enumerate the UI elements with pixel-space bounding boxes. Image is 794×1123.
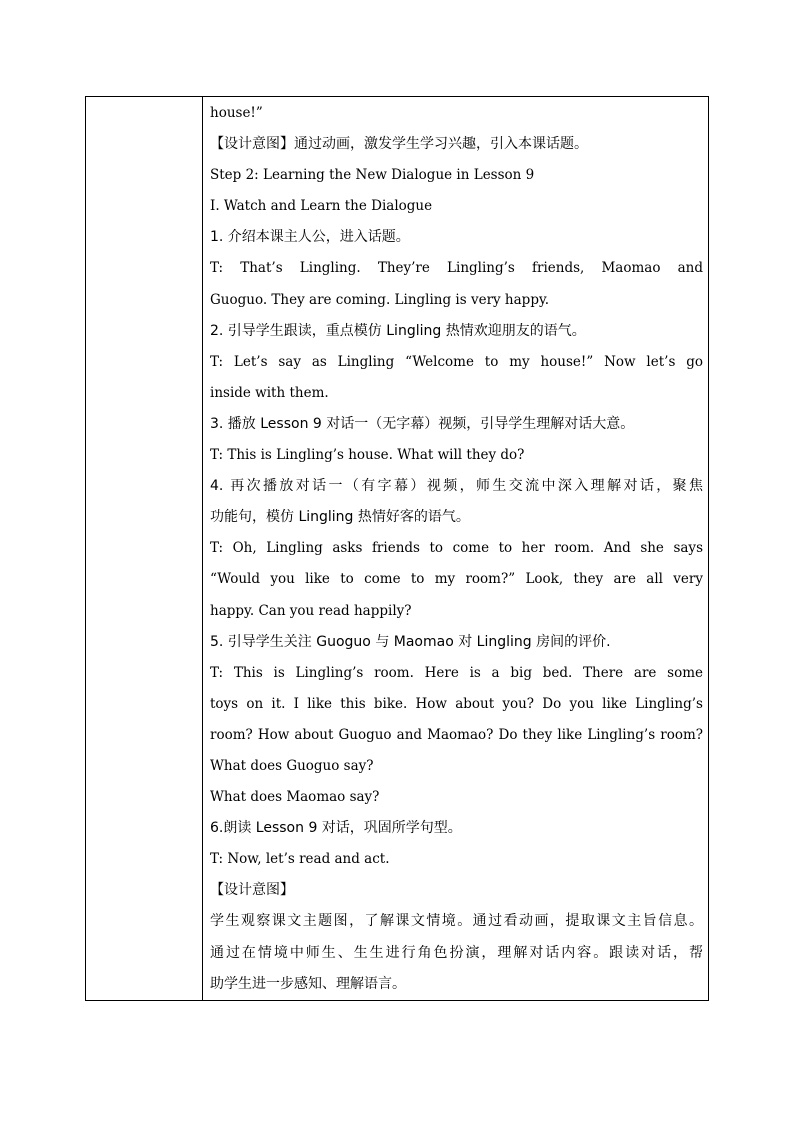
text-line: 3. 播放 Lesson 9 对话一（无字幕）视频，引导学生理解对话大意。	[210, 415, 635, 432]
text-line: T: That’s Lingling. They’re Lingling’s friends, Maomao and	[210, 260, 703, 277]
text-line: toys on it. I like this bike. How about you? Do you like Lingling’s	[210, 695, 703, 712]
text-line: T: This is Lingling’s house. What will they do?	[210, 447, 525, 464]
text-line: 【设计意图】通过动画，激发学生学习兴趣，引入本课话题。	[210, 136, 588, 153]
text-line: What does Maomao say?	[210, 789, 380, 806]
text-line: happy. Can you read happily?	[210, 602, 412, 619]
text-line: 学生观察课文主题图，了解课文情境。通过看动画，提取课文主旨信息。	[210, 913, 703, 930]
lesson-content-cell	[203, 97, 708, 1000]
text-line: 【设计意图】	[210, 882, 294, 899]
text-line: 6.朗读 Lesson 9 对话，巩固所学句型。	[210, 820, 462, 837]
text-line: Step 2: Learning the New Dialogue in Lesson 9	[210, 167, 535, 184]
text-line: “Would you like to come to my room?” Look, they are all very	[210, 571, 703, 588]
text-line: T: Oh, Lingling asks friends to come to her room. And she says	[210, 540, 703, 557]
lesson-plan-table	[85, 96, 709, 1001]
text-line: Guoguo. They are coming. Lingling is very happy.	[210, 291, 550, 308]
text-line: T: This is Lingling’s room. Here is a big bed. There are some	[210, 664, 703, 681]
left-cell-empty	[86, 97, 203, 1000]
text-line: What does Guoguo say?	[210, 757, 374, 774]
text-line: room? How about Guoguo and Maomao? Do they like Lingling’s room?	[210, 726, 703, 743]
text-line: 1. 介绍本课主人公，进入话题。	[210, 229, 410, 246]
text-line: T: Now, let’s read and act.	[210, 851, 390, 868]
text-line: T: Let’s say as Lingling “Welcome to my house!” Now let’s go	[210, 353, 703, 370]
text-line: I. Watch and Learn the Dialogue	[210, 198, 433, 215]
text-line: 2. 引导学生跟读，重点模仿 Lingling 热情欢迎朋友的语气。	[210, 322, 586, 339]
text-line: 4. 再次播放对话一（有字幕）视频，师生交流中深入理解对话，聚焦	[210, 478, 703, 495]
text-line: inside with them.	[210, 384, 329, 401]
text-line: house!”	[210, 105, 263, 121]
text-line: 助学生进一步感知、理解语言。	[210, 975, 406, 992]
text-line: 通过在情境中师生、生生进行角色扮演，理解对话内容。跟读对话，帮	[210, 944, 703, 961]
text-line: 5. 引导学生关注 Guoguo 与 Maomao 对 Lingling 房间的评价.	[210, 633, 611, 650]
text-line: 功能句，模仿 Lingling 热情好客的语气。	[210, 509, 470, 526]
